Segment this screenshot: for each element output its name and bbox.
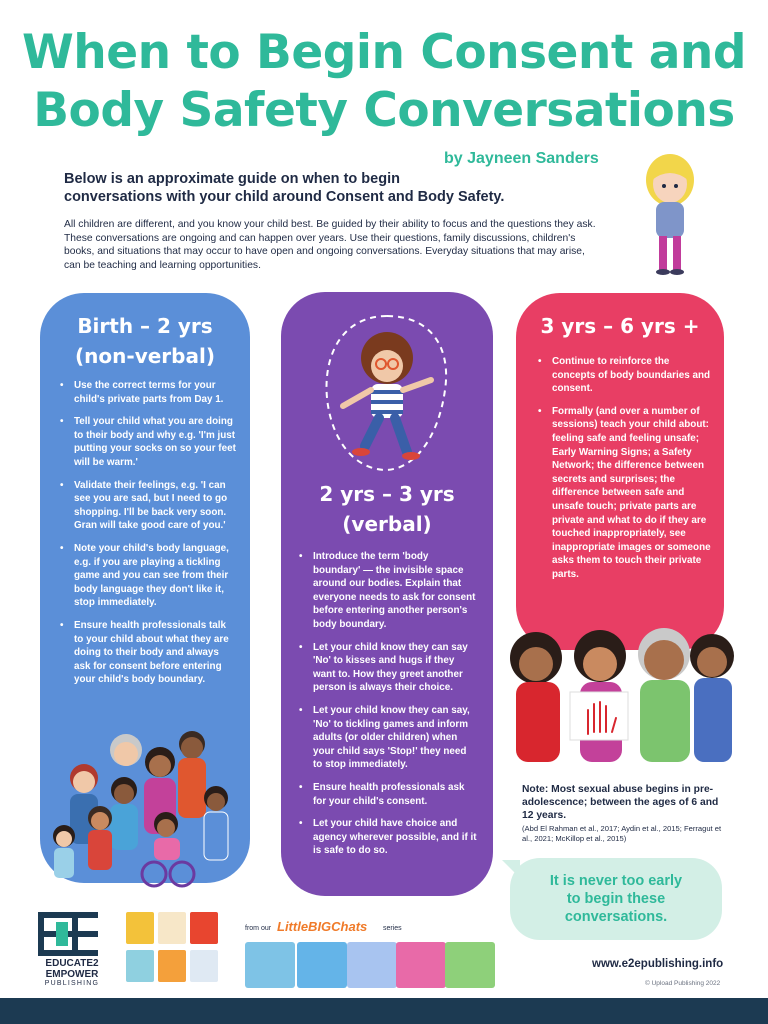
logo-word-line-2: EMPOWER bbox=[45, 969, 99, 980]
page-title bbox=[0, 24, 768, 140]
logo-wordmark bbox=[20, 958, 124, 980]
bubble-text bbox=[510, 872, 722, 926]
list-item: • Let your child have choice and agency wherever possible, and if it is safe to do so. bbox=[297, 817, 477, 858]
note-references: (Abd El Rahman et al., 2017; Aydin et al., 2015; Ferragut et al., 2021; McKillop et al., 2015) bbox=[522, 824, 722, 843]
intro-heading-line-1: Below is an approximate guide on when to begin bbox=[64, 171, 400, 187]
list-item: • Formally (and over a number of sessions) teach your child about: feeling safe and feeling unsafe; Early Warning Signs; a Safety Network; the difference between secrets and surprises; the difference between safe and unsafe touch; private parts are private and what to do if they are touched inappropriately, see inappropriate images or someone asks them to touch their private parts. bbox=[536, 405, 714, 582]
panel-birth-list bbox=[58, 379, 238, 696]
child-dancing-illustration bbox=[313, 310, 461, 478]
series-book-cover bbox=[297, 942, 347, 988]
family-illustration-right bbox=[500, 622, 746, 762]
list-item: • Continue to reinforce the concepts of body boundaries and consent. bbox=[536, 355, 714, 396]
list-item: • Use the correct terms for your child's private parts from Day 1. bbox=[58, 379, 238, 406]
list-item: • Note your child's body language, e.g. if you are playing a tickling game and you can see from their body language they don't like it, stop immediately. bbox=[58, 542, 238, 610]
series-suffix-label: series bbox=[383, 925, 402, 932]
series-book-cover bbox=[445, 942, 495, 988]
panel-toddler-heading bbox=[281, 479, 493, 539]
family-illustration-left bbox=[48, 728, 244, 890]
book-cover bbox=[158, 950, 186, 982]
author-byline: by Jayneen Sanders bbox=[444, 150, 599, 167]
series-from-label: from our bbox=[245, 925, 272, 932]
footer-bar bbox=[0, 998, 768, 1024]
book-cover bbox=[126, 912, 154, 944]
series-name: LittleBIGChats bbox=[277, 919, 368, 934]
bubble-line-1: It is never too early bbox=[549, 873, 683, 889]
speech-bubble bbox=[510, 858, 722, 940]
series-book-cover bbox=[347, 942, 397, 988]
intro-body: All children are different, and you know your child best. Be guided by their ability to focus and the questions they ask. These conversations are ongoing and can happen over years. Use their questions, family discussions, children's books, and situations that may occur to have open and ongoing conversations. Everyday situations that may arise, can be teaching and learning opportunities. bbox=[64, 219, 596, 271]
title-line-1: When to Begin Consent and bbox=[21, 25, 747, 80]
girl-illustration bbox=[632, 150, 708, 278]
panel-birth-heading-line-2: (non-verbal) bbox=[75, 344, 215, 368]
list-item: • Tell your child what you are doing to their body and why e.g. 'I'm just putting your socks on so your feet will be warm.' bbox=[58, 415, 238, 469]
list-item: • Validate their feelings, e.g. 'I can see you are sad, but I need to go shopping. I'll be back very soon. Gran will take good care of you.' bbox=[58, 479, 238, 533]
panel-toddler-heading-line-2: (verbal) bbox=[342, 512, 432, 536]
book-cover bbox=[190, 950, 218, 982]
website-link[interactable]: www.e2epublishing.info bbox=[592, 958, 724, 970]
panel-3-to-6 bbox=[516, 293, 724, 650]
bubble-line-2: to begin these bbox=[566, 891, 666, 907]
series-book-cover bbox=[396, 942, 446, 988]
bubble-line-3: conversations. bbox=[564, 909, 668, 925]
title-line-2: Body Safety Conversations bbox=[33, 83, 735, 138]
book-cover bbox=[190, 912, 218, 944]
panel-2-to-3 bbox=[281, 292, 493, 896]
panel-toddler-list bbox=[297, 550, 477, 867]
panel-birth-heading-line-1: Birth – 2 yrs bbox=[77, 314, 213, 338]
intro-heading-line-2: conversations with your child around Consent and Body Safety. bbox=[64, 189, 505, 205]
book-cover bbox=[158, 912, 186, 944]
e2e-logo-icon bbox=[38, 912, 98, 956]
panel-preschool-heading: 3 yrs – 6 yrs + bbox=[540, 314, 700, 338]
list-item: • Let your child know they can say 'No' to kisses and hugs if they want to. How they greet another person is always their choice. bbox=[297, 641, 477, 695]
list-item: • Let your child know they can say, 'No' to tickling games and inform adults (or older children) when your child says 'Stop!' they need to stop immediately. bbox=[297, 704, 477, 772]
list-item: • Introduce the term 'body boundary' — the invisible space around our bodies. Explain that everyone needs to ask for consent before entering another person's body boundary. bbox=[297, 550, 477, 632]
panel-preschool-list bbox=[536, 355, 714, 591]
list-item: • Ensure health professionals talk to your child about what they are doing to their body and always ask for consent before entering your child's body boundary. bbox=[58, 619, 238, 687]
intro-heading bbox=[64, 170, 534, 206]
copyright-text: © Upload Publishing 2022 bbox=[645, 980, 721, 987]
logo-subtitle: PUBLISHING bbox=[44, 980, 100, 987]
panel-birth-heading bbox=[40, 311, 250, 371]
book-cover bbox=[126, 950, 154, 982]
panel-toddler-heading-line-1: 2 yrs – 3 yrs bbox=[319, 482, 455, 506]
list-item: • Ensure health professionals ask for your child's consent. bbox=[297, 781, 477, 808]
series-book-cover bbox=[245, 942, 295, 988]
note-text: Note: Most sexual abuse begins in pre-adolescence; between the ages of 6 and 12 years. bbox=[522, 784, 719, 821]
logo-word-line-1: EDUCATE2 bbox=[45, 958, 99, 969]
